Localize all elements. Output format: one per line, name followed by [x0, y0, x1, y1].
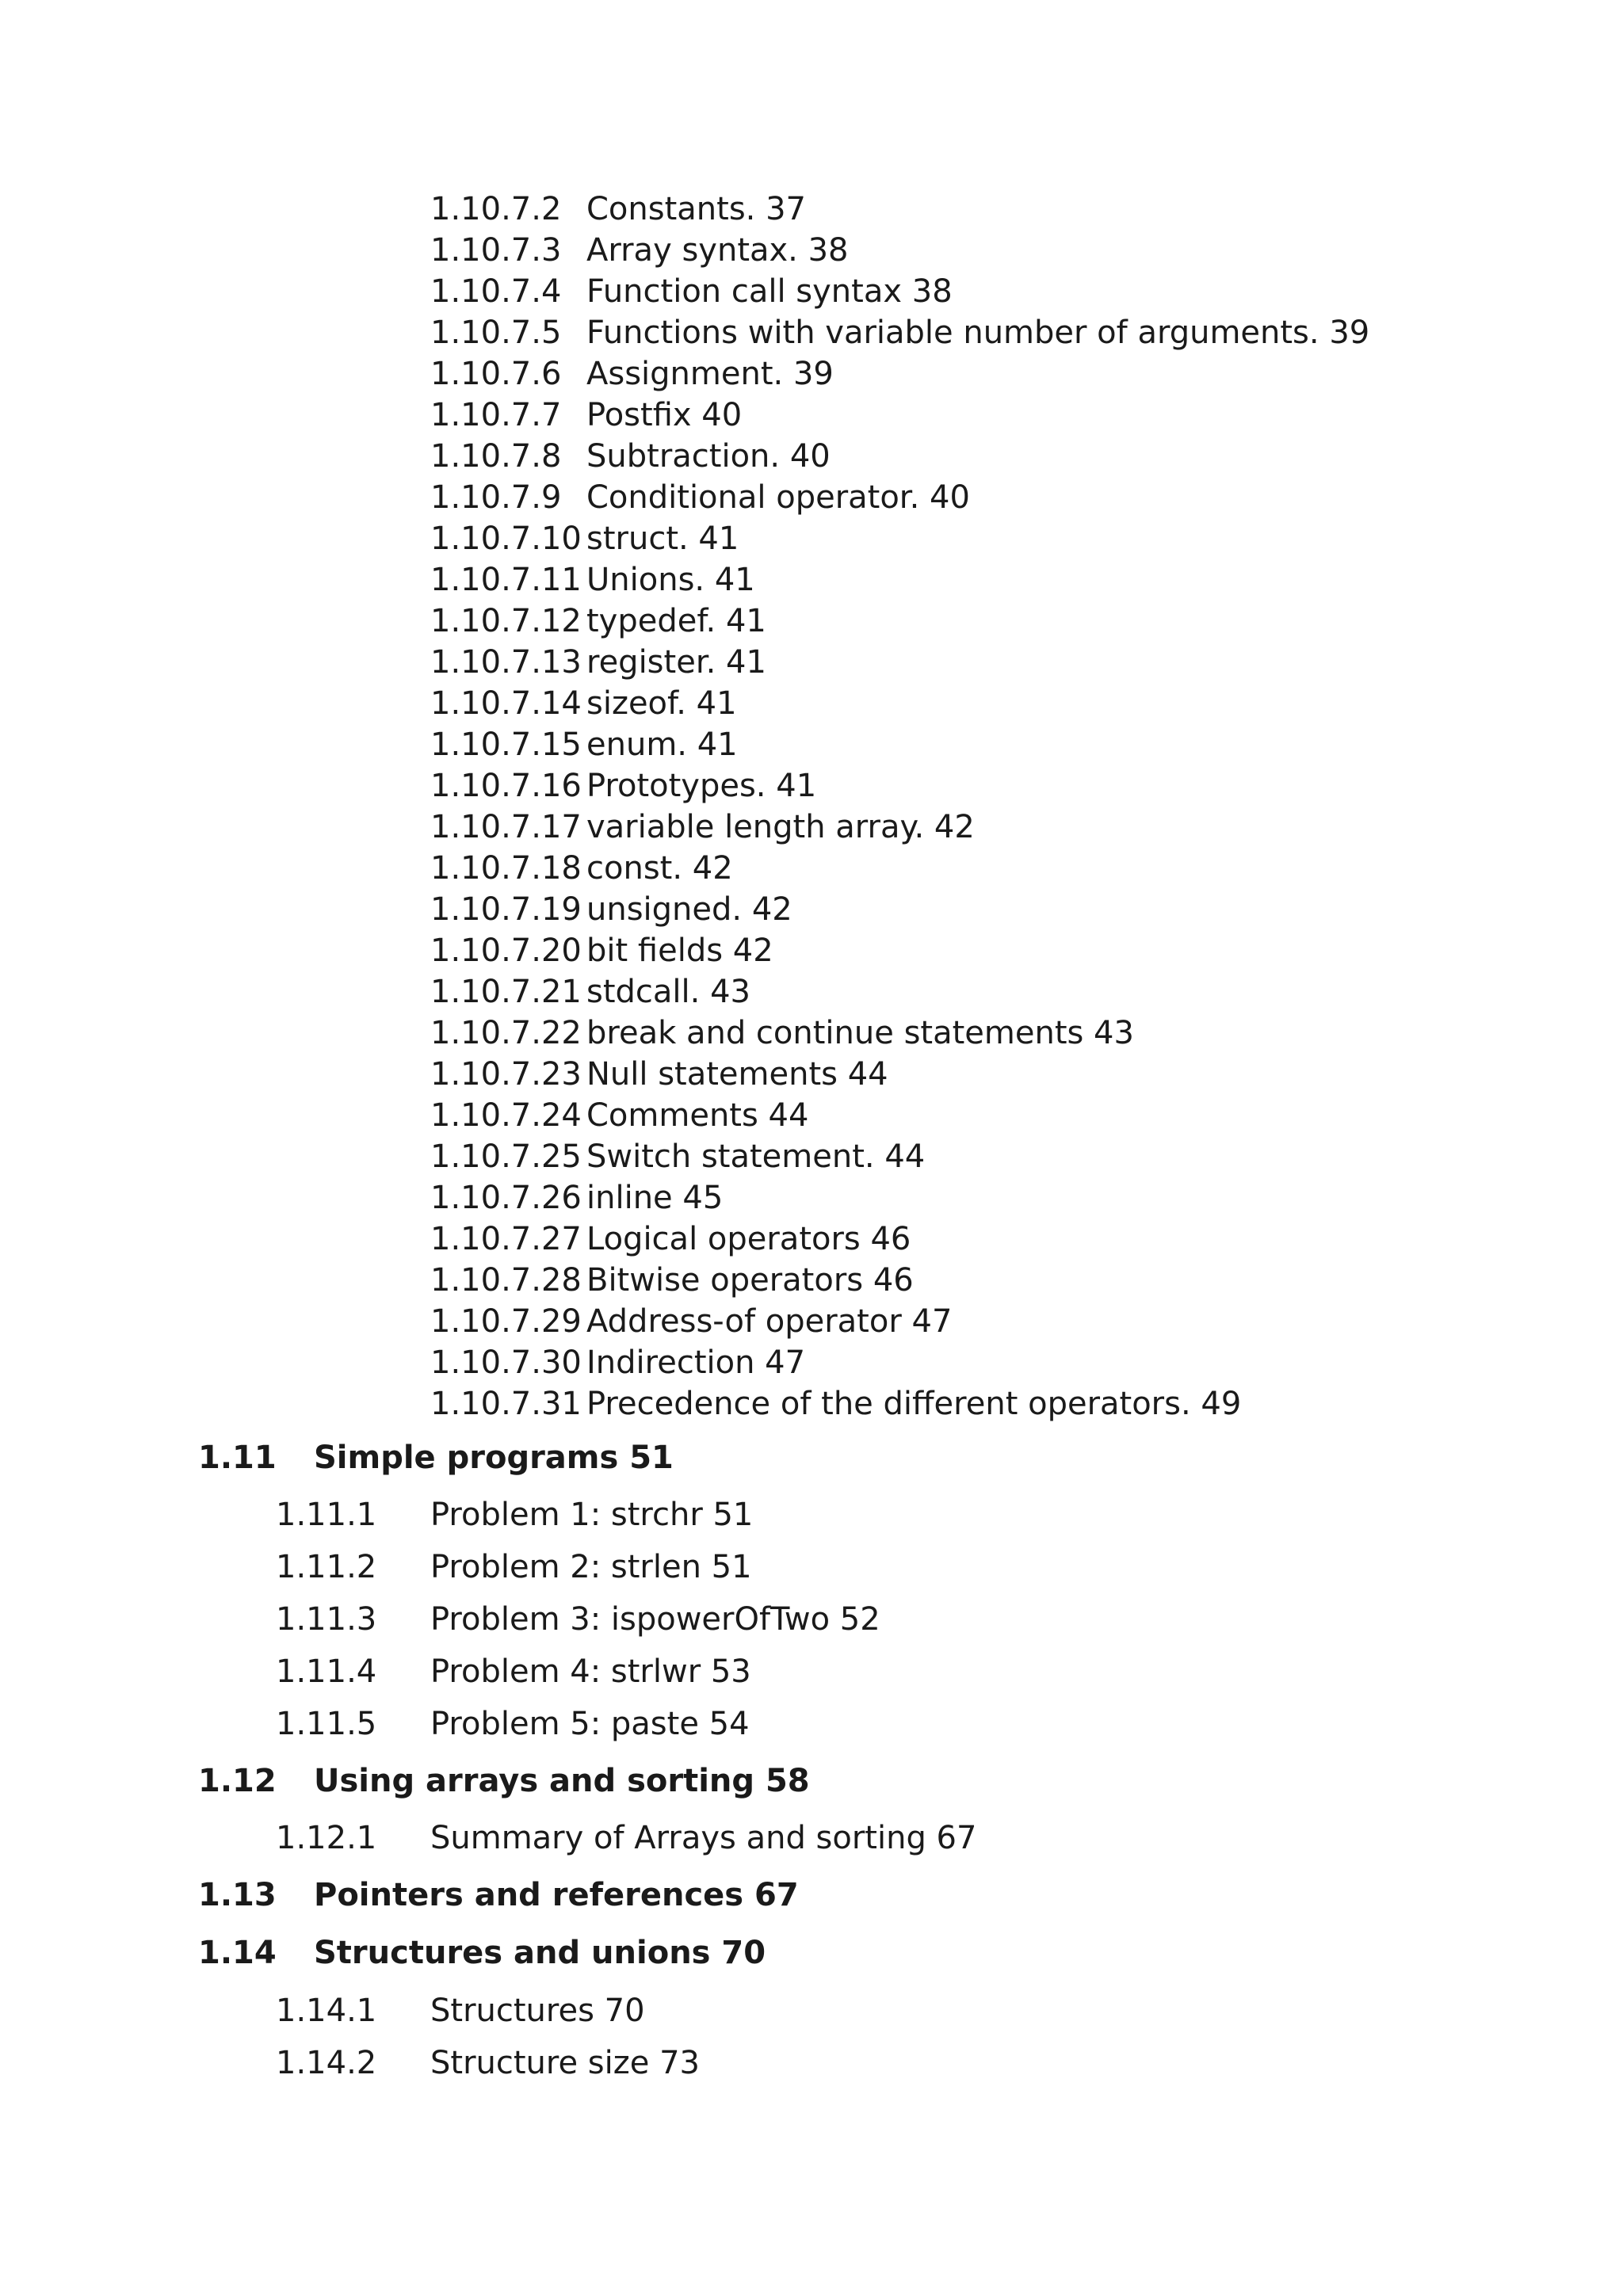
- entry-number: 1.10.7.4: [430, 273, 562, 310]
- entry-title: break and continue statements 43: [586, 1015, 1134, 1051]
- entry-number: 1.10.7.25: [430, 1138, 582, 1175]
- entry-title: Comments 44: [586, 1097, 809, 1134]
- entry-title: variable length array. 42: [586, 809, 975, 845]
- entry-number: 1.10.7.18: [430, 850, 582, 887]
- entry-number: 1.10.7.13: [430, 644, 582, 681]
- entry-number: 1.10.7.19: [430, 891, 582, 928]
- subsection-title: Problem 5: paste 54: [430, 1706, 750, 1742]
- entry-title: register. 41: [586, 644, 766, 681]
- entry-title: Postfix 40: [586, 397, 743, 433]
- subsection-title: Problem 4: strlwr 53: [430, 1653, 751, 1690]
- entry-title: Bitwise operators 46: [586, 1262, 914, 1299]
- entry-number: 1.10.7.3: [430, 232, 562, 269]
- entry-title: Logical operators 46: [586, 1221, 911, 1257]
- subsection-number: 1.11.3: [276, 1601, 377, 1638]
- section-number: 1.13: [198, 1877, 277, 1913]
- entry-number: 1.10.7.31: [430, 1386, 582, 1422]
- entry-number: 1.10.7.21: [430, 974, 582, 1010]
- subsection-title: Structures 70: [430, 1993, 645, 2029]
- section-title: Using arrays and sorting 58: [314, 1763, 810, 1799]
- entry-title: enum. 41: [586, 727, 738, 763]
- subsection-title: Structure size 73: [430, 2045, 700, 2081]
- section-title: Structures and unions 70: [314, 1935, 766, 1971]
- entry-number: 1.10.7.26: [430, 1180, 582, 1216]
- subsection-number: 1.11.1: [276, 1497, 377, 1533]
- entry-title: Functions with variable number of arguments. 39: [586, 315, 1370, 351]
- entry-title: Switch statement. 44: [586, 1138, 926, 1175]
- entry-number: 1.10.7.11: [430, 562, 582, 598]
- subsection-title: Problem 2: strlen 51: [430, 1549, 752, 1585]
- entry-title: typedef. 41: [586, 603, 766, 639]
- entry-title: Subtraction. 40: [586, 438, 831, 475]
- entry-title: Conditional operator. 40: [586, 479, 970, 516]
- entry-number: 1.10.7.8: [430, 438, 562, 475]
- entry-number: 1.10.7.16: [430, 768, 582, 804]
- entry-title: const. 42: [586, 850, 733, 887]
- entry-number: 1.10.7.28: [430, 1262, 582, 1299]
- subsection-number: 1.11.2: [276, 1549, 377, 1585]
- entry-number: 1.10.7.5: [430, 315, 562, 351]
- entry-title: stdcall. 43: [586, 974, 750, 1010]
- entry-title: Indirection 47: [586, 1344, 806, 1381]
- section-title: Simple programs 51: [314, 1440, 674, 1476]
- entry-title: inline 45: [586, 1180, 724, 1216]
- subsection-number: 1.14.2: [276, 2045, 377, 2081]
- entry-number: 1.10.7.23: [430, 1056, 582, 1093]
- entry-title: bit fields 42: [586, 933, 773, 969]
- subsection-number: 1.12.1: [276, 1820, 377, 1856]
- entry-number: 1.10.7.14: [430, 685, 582, 722]
- section-title: Pointers and references 67: [314, 1877, 799, 1913]
- entry-number: 1.10.7.15: [430, 727, 582, 763]
- entry-number: 1.10.7.10: [430, 521, 582, 557]
- entry-number: 1.10.7.12: [430, 603, 582, 639]
- entry-number: 1.10.7.27: [430, 1221, 582, 1257]
- entry-number: 1.10.7.22: [430, 1015, 582, 1051]
- entry-title: Prototypes. 41: [586, 768, 817, 804]
- section-number: 1.12: [198, 1763, 277, 1799]
- entry-number: 1.10.7.20: [430, 933, 582, 969]
- subsection-title: Problem 3: ispowerOfTwo 52: [430, 1601, 880, 1638]
- entry-number: 1.10.7.17: [430, 809, 582, 845]
- entry-number: 1.10.7.6: [430, 356, 562, 392]
- entry-number: 1.10.7.2: [430, 191, 562, 227]
- entry-title: Assignment. 39: [586, 356, 834, 392]
- entry-number: 1.10.7.29: [430, 1303, 582, 1340]
- entry-title: Precedence of the different operators. 49: [586, 1386, 1242, 1422]
- entry-title: Array syntax. 38: [586, 232, 849, 269]
- subsection-title: Summary of Arrays and sorting 67: [430, 1820, 977, 1856]
- entry-title: Null statements 44: [586, 1056, 888, 1093]
- section-number: 1.11: [198, 1440, 277, 1476]
- entry-title: unsigned. 42: [586, 891, 792, 928]
- entry-title: sizeof. 41: [586, 685, 737, 722]
- entry-title: Function call syntax 38: [586, 273, 953, 310]
- entry-number: 1.10.7.30: [430, 1344, 582, 1381]
- entry-title: Unions. 41: [586, 562, 755, 598]
- section-number: 1.14: [198, 1935, 277, 1971]
- entry-number: 1.10.7.24: [430, 1097, 582, 1134]
- entry-title: Constants. 37: [586, 191, 806, 227]
- entry-number: 1.10.7.7: [430, 397, 562, 433]
- subsection-number: 1.11.4: [276, 1653, 377, 1690]
- entry-number: 1.10.7.9: [430, 479, 562, 516]
- subsection-title: Problem 1: strchr 51: [430, 1497, 754, 1533]
- entry-title: Address-of operator 47: [586, 1303, 953, 1340]
- subsection-number: 1.14.1: [276, 1993, 377, 2029]
- entry-title: struct. 41: [586, 521, 739, 557]
- subsection-number: 1.11.5: [276, 1706, 377, 1742]
